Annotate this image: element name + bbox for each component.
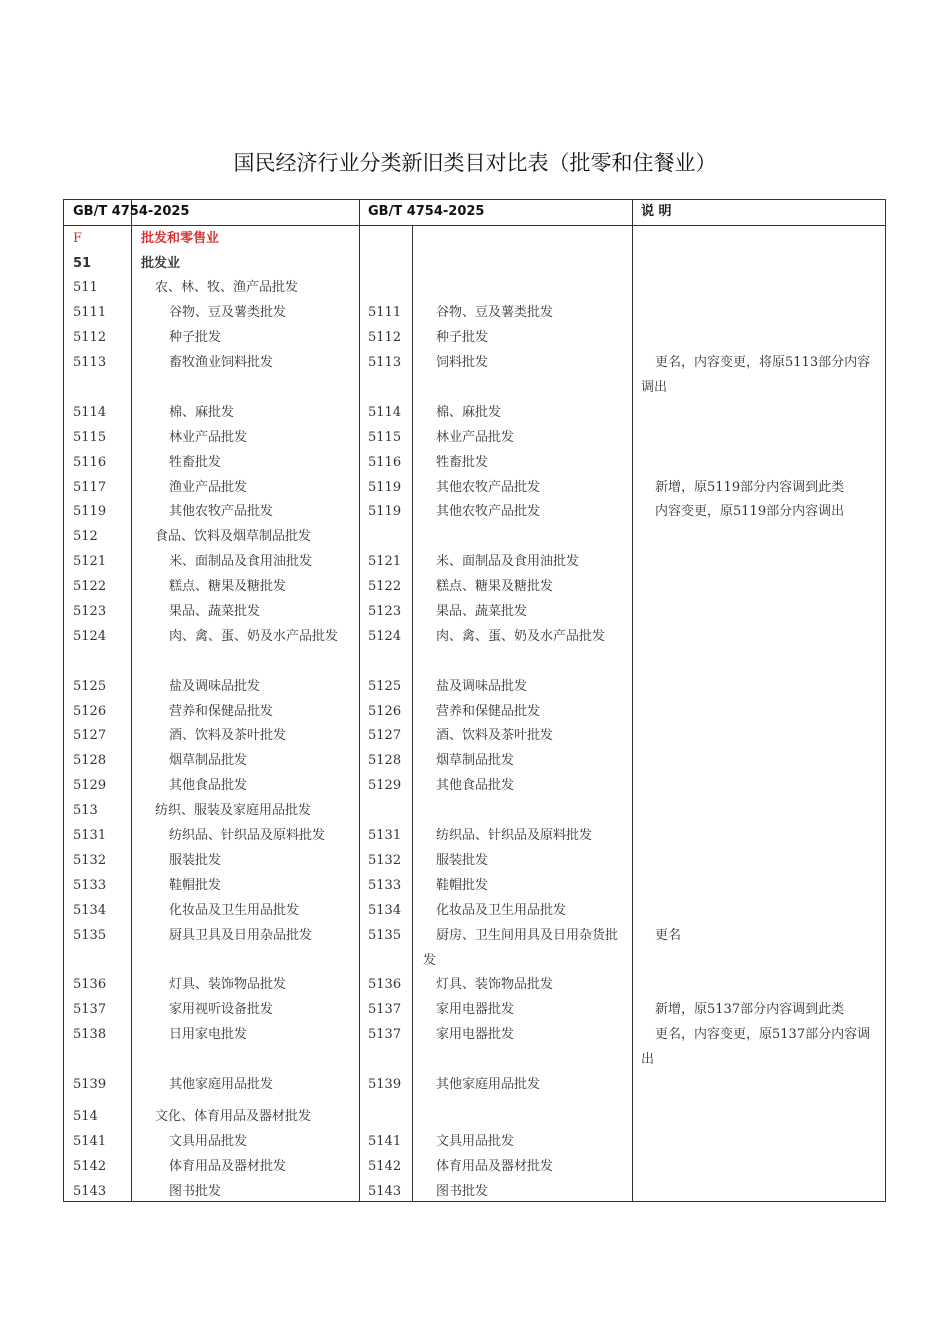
new-name: 家用视听设备批发 [169, 1002, 274, 1017]
new-code: 512 [73, 529, 98, 544]
new-code: 5114 [73, 405, 107, 420]
old-code: 5134 [368, 903, 402, 918]
old-name: 文具用品批发 [436, 1134, 515, 1149]
new-code: 5126 [73, 704, 107, 719]
new-name: 种子批发 [169, 330, 222, 345]
old-code: 5142 [368, 1159, 402, 1174]
new-name: 酒、饮料及茶叶批发 [169, 728, 287, 743]
new-code: 5132 [73, 853, 107, 868]
old-name: 服装批发 [436, 853, 489, 868]
old-code: 5129 [368, 778, 402, 793]
new-code: 5111 [73, 305, 107, 320]
new-code: 5143 [73, 1184, 107, 1199]
new-code: 5113 [73, 355, 107, 370]
new-name: 其他家庭用品批发 [169, 1077, 274, 1092]
note-text: 更名，内容变更，原5137部分内容调出 [641, 1027, 871, 1067]
old-code: 5114 [368, 405, 402, 420]
old-name: 其他食品批发 [436, 778, 515, 793]
column-divider [632, 200, 633, 1201]
new-code: 5119 [73, 504, 107, 519]
note-text: 新增，原5137部分内容调到此类 [655, 1002, 845, 1017]
old-code: 5128 [368, 753, 402, 768]
new-code: 5128 [73, 753, 107, 768]
new-code: 5124 [73, 629, 107, 644]
new-code: 5133 [73, 878, 107, 893]
new-name: 牲畜批发 [169, 455, 222, 470]
new-code: 51 [73, 256, 92, 271]
old-code: 5123 [368, 604, 402, 619]
old-code: 5141 [368, 1134, 402, 1149]
column-divider [412, 225, 413, 1201]
new-name: 渔业产品批发 [169, 480, 248, 495]
new-name: 林业产品批发 [169, 430, 248, 445]
new-name: 米、面制品及食用油批发 [169, 554, 313, 569]
new-code: 5129 [73, 778, 107, 793]
old-name: 种子批发 [436, 330, 489, 345]
new-code: 5123 [73, 604, 107, 619]
new-name: 批发和零售业 [141, 231, 220, 246]
new-name: 其他食品批发 [169, 778, 248, 793]
old-name: 牲畜批发 [436, 455, 489, 470]
old-code: 5137 [368, 1002, 402, 1017]
new-name: 批发业 [141, 256, 181, 271]
new-name: 日用家电批发 [169, 1027, 248, 1042]
old-code: 5132 [368, 853, 402, 868]
old-name: 纺织品、针织品及原料批发 [436, 828, 593, 843]
old-name: 其他家庭用品批发 [436, 1077, 541, 1092]
old-code: 5124 [368, 629, 402, 644]
new-code: 514 [73, 1109, 98, 1124]
new-code: 5135 [73, 928, 107, 943]
old-name: 鞋帽批发 [436, 878, 489, 893]
old-name: 饲料批发 [436, 355, 489, 370]
new-name: 文具用品批发 [169, 1134, 248, 1149]
old-code: 5125 [368, 679, 402, 694]
new-name: 棉、麻批发 [169, 405, 235, 420]
new-name: 厨具卫具及日用杂品批发 [169, 928, 313, 943]
new-name: 农、林、牧、渔产品批发 [155, 280, 299, 295]
old-name: 盐及调味品批发 [436, 679, 528, 694]
new-name: 畜牧渔业饲料批发 [169, 355, 274, 370]
new-name: 食品、饮料及烟草制品批发 [155, 529, 312, 544]
comparison-table [63, 199, 886, 1202]
new-name: 其他农牧产品批发 [169, 504, 274, 519]
old-name: 厨房、卫生间用具及日用杂货批发 [423, 928, 619, 968]
new-code: 5122 [73, 579, 107, 594]
header-old-standard: GB/T 4754-2025 [368, 204, 485, 219]
new-code: 5116 [73, 455, 107, 470]
old-name: 体育用品及器材批发 [436, 1159, 554, 1174]
old-code: 5121 [368, 554, 402, 569]
old-code: 5143 [368, 1184, 402, 1199]
note-text: 更名 [655, 928, 682, 943]
new-code: 5121 [73, 554, 107, 569]
old-name: 米、面制品及食用油批发 [436, 554, 580, 569]
old-name: 棉、麻批发 [436, 405, 502, 420]
old-code: 5139 [368, 1077, 402, 1092]
column-divider [131, 200, 132, 1201]
new-name: 纺织、服装及家庭用品批发 [155, 803, 312, 818]
new-code: 5136 [73, 977, 107, 992]
old-code: 5126 [368, 704, 402, 719]
column-divider [359, 200, 360, 1201]
old-name: 糕点、糖果及糖批发 [436, 579, 554, 594]
new-code: 511 [73, 280, 98, 295]
new-name: 营养和保健品批发 [169, 704, 274, 719]
new-code: 5141 [73, 1134, 107, 1149]
new-name: 灯具、装饰物品批发 [169, 977, 287, 992]
new-code: 5112 [73, 330, 107, 345]
new-name: 鞋帽批发 [169, 878, 222, 893]
old-code: 5115 [368, 430, 402, 445]
old-name: 烟草制品批发 [436, 753, 515, 768]
old-name: 家用电器批发 [436, 1002, 515, 1017]
new-code: 5134 [73, 903, 107, 918]
page-title: 国民经济行业分类新旧类目对比表（批零和住餐业） [233, 151, 717, 175]
old-code: 5113 [368, 355, 402, 370]
new-code: 5137 [73, 1002, 107, 1017]
new-name: 体育用品及器材批发 [169, 1159, 287, 1174]
old-name: 其他农牧产品批发 [436, 504, 541, 519]
old-name: 肉、禽、蛋、奶及水产品批发 [436, 629, 606, 644]
new-code: 5127 [73, 728, 107, 743]
old-name: 图书批发 [436, 1184, 489, 1199]
header-new-standard: GB/T 4754-2025 [73, 204, 190, 219]
new-code: 5117 [73, 480, 107, 495]
note-text: 新增，原5119部分内容调到此类 [655, 480, 845, 495]
new-code: F [73, 231, 83, 246]
new-name: 化妆品及卫生用品批发 [169, 903, 300, 918]
old-code: 5119 [368, 480, 402, 495]
old-name: 灯具、装饰物品批发 [436, 977, 554, 992]
new-name: 服装批发 [169, 853, 222, 868]
old-code: 5127 [368, 728, 402, 743]
new-name: 烟草制品批发 [169, 753, 248, 768]
old-name: 家用电器批发 [436, 1027, 515, 1042]
old-name: 营养和保健品批发 [436, 704, 541, 719]
old-code: 5137 [368, 1027, 402, 1042]
old-code: 5122 [368, 579, 402, 594]
old-code: 5136 [368, 977, 402, 992]
new-name: 糕点、糖果及糖批发 [169, 579, 287, 594]
old-name: 其他农牧产品批发 [436, 480, 541, 495]
new-code: 5138 [73, 1027, 107, 1042]
new-code: 5125 [73, 679, 107, 694]
old-name: 果品、蔬菜批发 [436, 604, 528, 619]
new-name: 纺织品、针织品及原料批发 [169, 828, 326, 843]
old-code: 5116 [368, 455, 402, 470]
new-name: 肉、禽、蛋、奶及水产品批发 [169, 629, 339, 644]
old-name: 化妆品及卫生用品批发 [436, 903, 567, 918]
old-code: 5119 [368, 504, 402, 519]
old-name: 酒、饮料及茶叶批发 [436, 728, 554, 743]
old-code: 5111 [368, 305, 402, 320]
old-name: 谷物、豆及薯类批发 [436, 305, 554, 320]
header-note: 说 明 [641, 204, 672, 219]
new-name: 文化、体育用品及器材批发 [155, 1109, 312, 1124]
old-code: 5133 [368, 878, 402, 893]
old-name: 林业产品批发 [436, 430, 515, 445]
new-code: 5131 [73, 828, 107, 843]
new-code: 5142 [73, 1159, 107, 1174]
old-code: 5135 [368, 928, 402, 943]
new-name: 图书批发 [169, 1184, 222, 1199]
note-text: 内容变更，原5119部分内容调出 [655, 504, 845, 519]
old-code: 5112 [368, 330, 402, 345]
old-code: 5131 [368, 828, 402, 843]
new-name: 果品、蔬菜批发 [169, 604, 261, 619]
note-text: 更名，内容变更，将原5113部分内容调出 [641, 355, 871, 395]
new-code: 5139 [73, 1077, 107, 1092]
new-name: 盐及调味品批发 [169, 679, 261, 694]
new-code: 5115 [73, 430, 107, 445]
new-code: 513 [73, 803, 98, 818]
new-name: 谷物、豆及薯类批发 [169, 305, 287, 320]
